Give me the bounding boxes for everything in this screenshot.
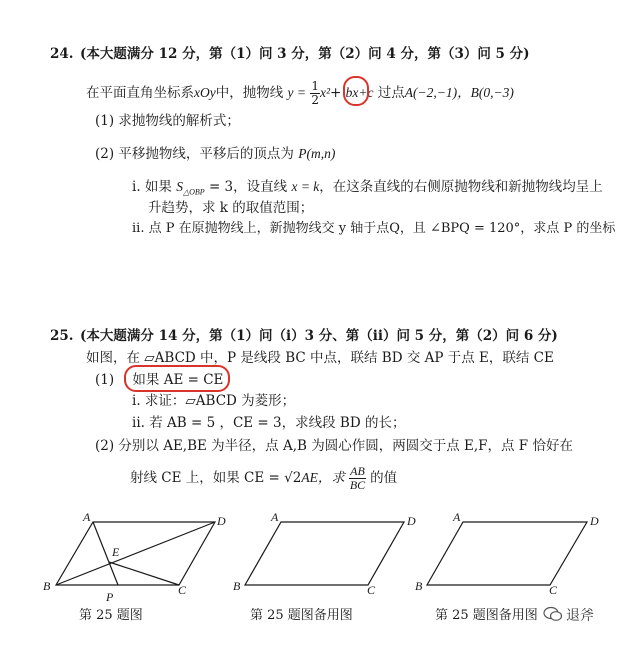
q25-header: (本大题满分 14 分，第（1）问（i）3 分、第（ii）问 5 分，第（2）问 6 分) <box>80 328 558 344</box>
q24-stem: 在平面直角坐标系xOy中，抛物线 y = $\frac{1}{2}$ x²+ bx+c 过点A(−2,−1)，B(0,−3) <box>86 79 514 107</box>
q24-part2-ii: ii. 点 P 在原抛物线上，新抛物线交 y 轴于点Q，且 ∠BPQ = 120°，求点 P 的坐标 <box>132 221 616 236</box>
fig3-label-a: A <box>453 510 461 524</box>
fig2-caption: 第 25 题图备用图 <box>250 608 353 623</box>
fig2-label-a: A <box>271 510 279 524</box>
q25-stem: 如图，在 ▱ABCD 中，P 是线段 BC 中点，联结 BD 交 AP 于点 E，联结 CE <box>86 350 554 366</box>
chat-bubbles-icon <box>543 606 563 622</box>
q24-part2-i-line2: 升趋势，求 k 的取值范围； <box>148 200 314 216</box>
abcd-outline-backup-1 <box>245 522 404 585</box>
fig1-label-c: C <box>178 583 187 597</box>
fig3-label-b: B <box>415 579 423 593</box>
fig2-label-c: C <box>367 583 376 597</box>
fig2-label-d: D <box>407 514 416 528</box>
segment-ce <box>109 562 179 585</box>
abcd-outline-backup-2 <box>427 522 587 585</box>
half-fraction: $\frac{1}{2}$ <box>311 79 319 107</box>
segment-bd <box>56 522 215 585</box>
ab-over-bc-fraction: $\frac{AB}{BC}$ <box>349 464 366 492</box>
fig3-label-c: C <box>549 583 558 597</box>
q25-part1-i: i. 求证：▱ABCD 为菱形； <box>132 393 296 409</box>
q25-part2-line2: 射线 CE 上，如果 CE = √2AE，求 $\frac{AB}{BC}$ 的值 <box>130 464 398 492</box>
q25-part1: (1) 如果 AE = CE <box>95 372 224 388</box>
fig1-label-a: A <box>83 510 91 524</box>
figure-3-parallelogram <box>427 522 587 585</box>
fig2-label-b: B <box>233 579 241 593</box>
q24-part2-i: i. 如果 $S_{\triangle OBP} = 3$，设直线 x = k，在这条直线的右侧原抛物线和新抛物线均呈上 <box>132 179 603 197</box>
q25-part1-condition: 如果 AE = CE <box>132 372 224 388</box>
fig1-caption: 第 25 题图 <box>79 608 143 623</box>
bx-term: bx <box>345 85 359 100</box>
q25-part2-line1: (2) 分别以 AE,BE 为半径，点 A,B 为圆心作圆，两圆交于点 E,F，点 F 恰好在 <box>95 438 573 454</box>
figure-1-parallelogram <box>56 522 215 585</box>
q24-part2: (2) 平移抛物线，平移后的顶点为 P(m,n) <box>95 146 336 162</box>
q24-header: (本大题满分 12 分，第（1）问 3 分，第（2）问 4 分，第（3）问 5 分) <box>80 46 530 62</box>
q24-part1: (1) 求抛物线的解析式； <box>95 113 240 129</box>
figure-2-parallelogram <box>245 522 404 585</box>
fig1-label-p: P <box>106 590 114 604</box>
fig1-label-b: B <box>43 579 51 593</box>
fig1-label-d: D <box>217 514 226 528</box>
q25-part1-ii: ii. 若 AB = 5 ，CE = 3，求线段 BD 的长； <box>132 415 406 431</box>
q24-number: 24. <box>50 46 74 62</box>
fig1-label-e: E <box>112 545 120 559</box>
fig3-label-d: D <box>590 514 599 528</box>
q25-number: 25. <box>50 328 74 344</box>
watermark-text: 退斧 <box>566 608 594 624</box>
fig3-caption: 第 25 题图备用图 <box>435 608 538 623</box>
